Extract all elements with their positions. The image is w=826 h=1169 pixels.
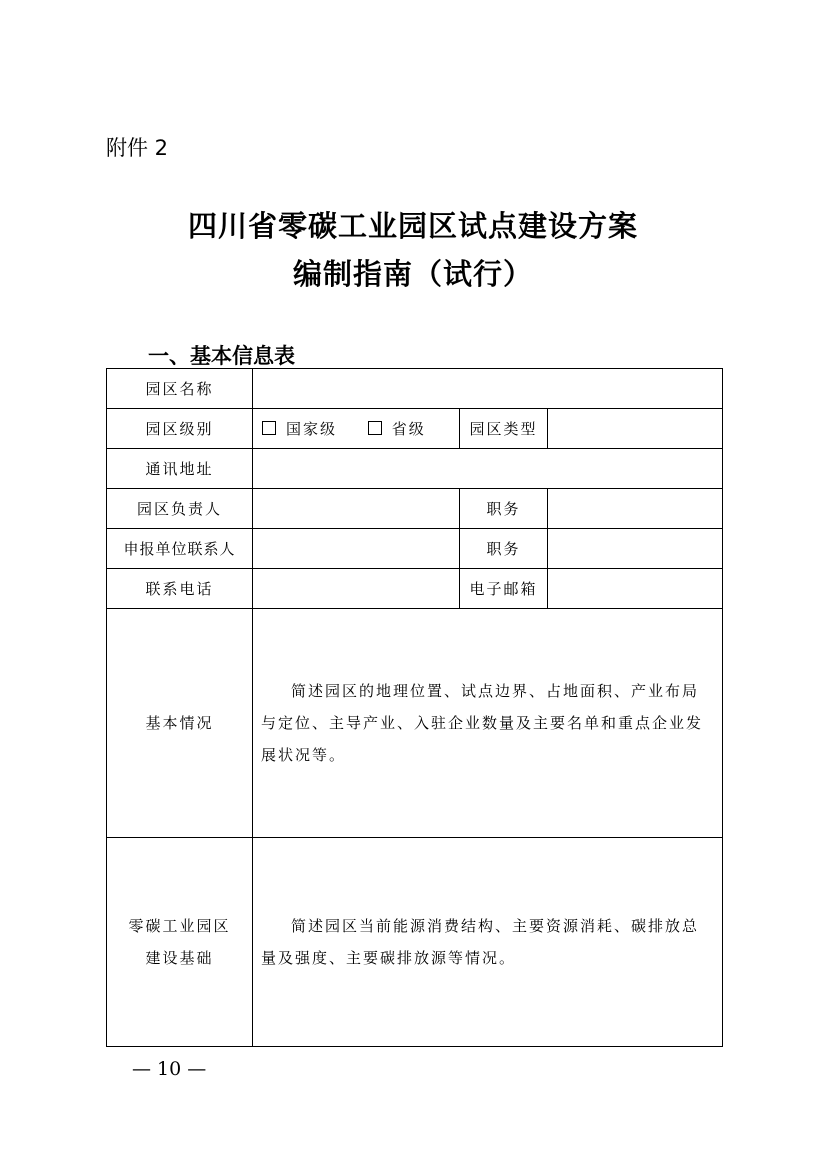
applicant-position-label: 职务 bbox=[460, 529, 548, 569]
address-value-cell[interactable] bbox=[253, 449, 723, 489]
page-number: — 10 — bbox=[132, 1058, 207, 1080]
phone-value-cell[interactable] bbox=[253, 569, 460, 609]
applicant-contact-value-cell[interactable] bbox=[253, 529, 460, 569]
annex-label: 附件 2 bbox=[106, 136, 169, 160]
table-row-foundation bbox=[107, 838, 723, 1047]
table-row-basic-info bbox=[107, 609, 723, 838]
checkbox-provincial[interactable] bbox=[368, 421, 382, 435]
park-level-options-cell bbox=[253, 409, 460, 449]
table-row-park-level bbox=[107, 409, 723, 449]
park-name-label: 园区名称 bbox=[107, 369, 253, 409]
table-row-park-name bbox=[107, 369, 723, 409]
park-head-value-cell[interactable] bbox=[253, 489, 460, 529]
applicant-contact-label: 申报单位联系人 bbox=[107, 529, 253, 569]
checkbox-national[interactable] bbox=[262, 421, 276, 435]
table-row-applicant-contact bbox=[107, 529, 723, 569]
table-row-phone bbox=[107, 569, 723, 609]
foundation-label-line2: 建设基础 bbox=[145, 949, 214, 967]
foundation-label-line1: 零碳工业园区 bbox=[128, 917, 231, 935]
phone-label: 联系电话 bbox=[107, 569, 253, 609]
level-option-provincial-label: 省级 bbox=[391, 420, 426, 438]
level-option-national[interactable] bbox=[262, 418, 337, 439]
section-heading: 一、基本信息表 bbox=[148, 344, 295, 368]
level-option-national-label: 国家级 bbox=[286, 420, 338, 438]
park-head-position-label: 职务 bbox=[460, 489, 548, 529]
document-title-line2: 编制指南（试行） bbox=[292, 257, 533, 291]
basic-info-description: 简述园区的地理位置、试点边界、占地面积、产业布局与定位、主导产业、入驻企业数量及主要名单和重点企业发展状况等。 bbox=[261, 682, 704, 764]
document-title-line1: 四川省零碳工业园区试点建设方案 bbox=[187, 209, 638, 243]
table-row-park-head bbox=[107, 489, 723, 529]
email-label: 电子邮箱 bbox=[460, 569, 548, 609]
park-type-label: 园区类型 bbox=[460, 409, 548, 449]
table-row-address bbox=[107, 449, 723, 489]
park-head-position-value-cell[interactable] bbox=[548, 489, 723, 529]
foundation-cell[interactable] bbox=[253, 838, 723, 1047]
basic-info-table bbox=[106, 368, 723, 1047]
level-option-provincial[interactable] bbox=[368, 418, 426, 439]
park-level-label: 园区级别 bbox=[107, 409, 253, 449]
applicant-position-value-cell[interactable] bbox=[548, 529, 723, 569]
park-name-value-cell[interactable] bbox=[253, 369, 723, 409]
park-type-value-cell[interactable] bbox=[548, 409, 723, 449]
email-value-cell[interactable] bbox=[548, 569, 723, 609]
address-label: 通讯地址 bbox=[107, 449, 253, 489]
basic-info-label: 基本情况 bbox=[107, 609, 253, 838]
foundation-label bbox=[107, 838, 253, 1047]
basic-info-cell[interactable] bbox=[253, 609, 723, 838]
foundation-description: 简述园区当前能源消费结构、主要资源消耗、碳排放总量及强度、主要碳排放源等情况。 bbox=[261, 917, 700, 967]
park-head-label: 园区负责人 bbox=[107, 489, 253, 529]
